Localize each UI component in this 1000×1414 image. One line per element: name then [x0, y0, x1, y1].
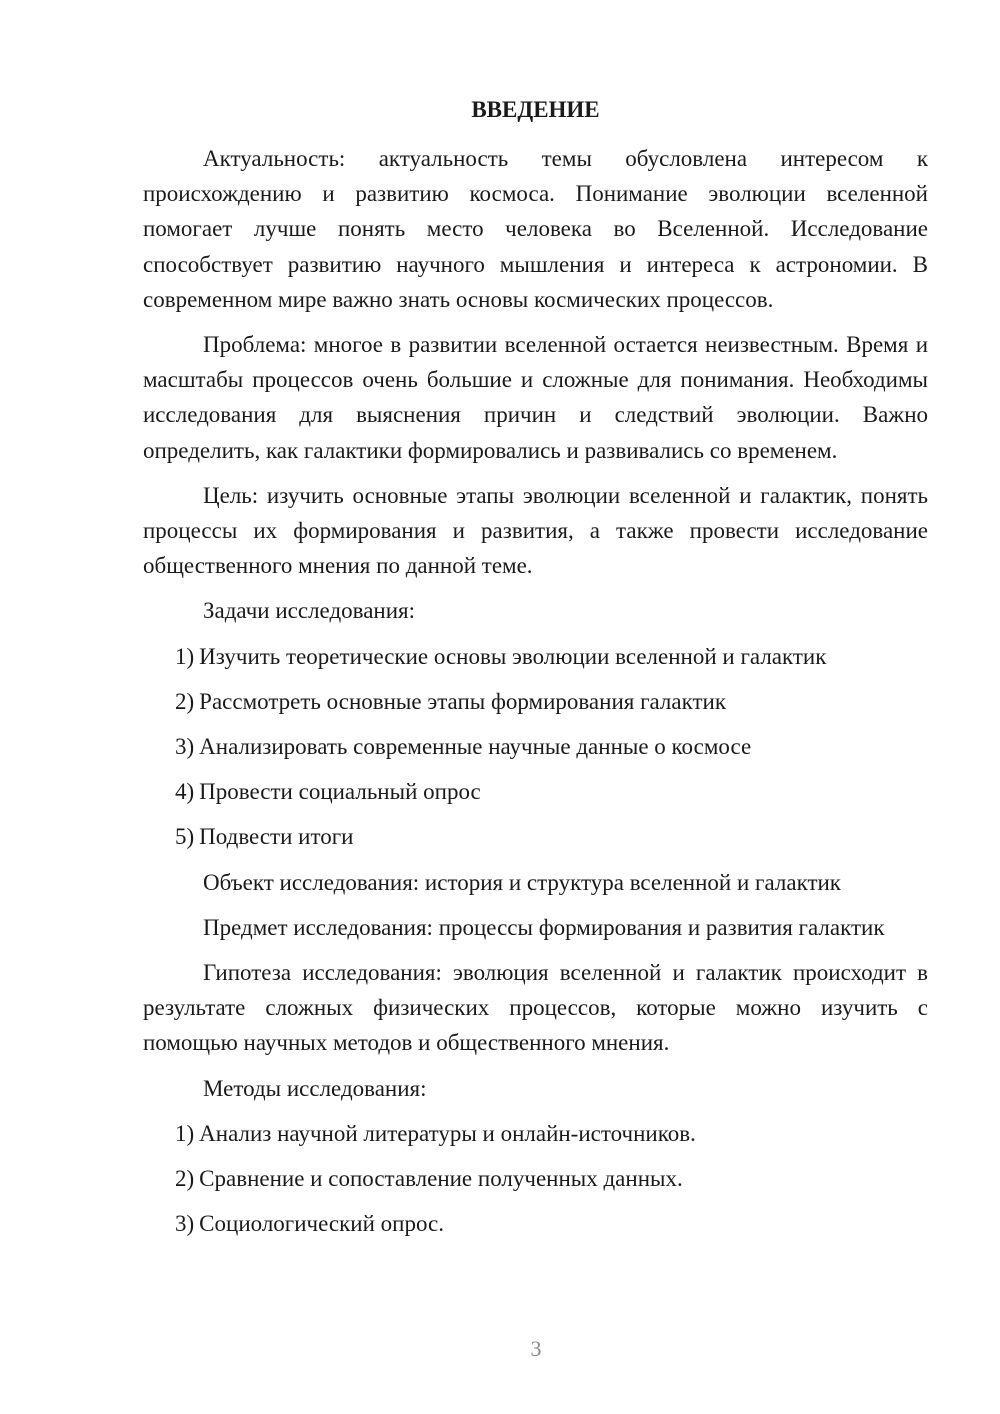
list-item-number: 1): [175, 1120, 195, 1146]
tasks-title: Задачи исследования:: [203, 598, 416, 624]
list-item-text: Рассмотреть основные этапы формирования галактик: [199, 688, 727, 714]
list-item-text: Провести социальный опрос: [199, 779, 481, 805]
document-page: [143, 94, 928, 1251]
list-item-number: 5): [175, 824, 195, 850]
list-item-number: 2): [175, 688, 195, 714]
list-item: [143, 774, 928, 809]
page-number: 3: [530, 1336, 542, 1361]
list-item-text: Анализ научной литературы и онлайн-источников.: [199, 1120, 696, 1146]
list-item-number: 2): [175, 1166, 195, 1192]
list-item-number: 1): [175, 643, 195, 669]
list-item-text: Социологический опрос.: [199, 1211, 444, 1237]
list-item-text: Подвести итоги: [199, 824, 354, 850]
subject-paragraph: Предмет исследования: процессы формирования и развития галактик: [203, 914, 885, 940]
list-item: [143, 684, 928, 719]
list-item: [143, 729, 928, 764]
relevance-paragraph: Актуальность: актуальность темы обусловлена интересом к происхождению и развитию космоса. Понимание эволюции вселенной помогает лучше понять место человека во Вселенной. Исследование способствует развитию научного мышления и интереса к астрономии. В современном мире важно знать основы космических процессов.: [143, 146, 928, 312]
list-item-text: Анализировать современные научные данные о космосе: [199, 734, 752, 760]
tasks-list: [143, 639, 928, 855]
list-item-number: 4): [175, 779, 195, 805]
list-item: [143, 1116, 928, 1151]
list-item: [143, 639, 928, 674]
methods-title: Методы исследования:: [203, 1075, 427, 1101]
list-item-text: Изучить теоретические основы эволюции вселенной и галактик: [199, 643, 827, 669]
hypothesis-paragraph: Гипотеза исследования: эволюция вселенной и галактик происходит в результате сложных физических процессов, которые можно изучить с помощью научных методов и общественного мнения.: [143, 960, 928, 1056]
page-title: ВВЕДЕНИЕ: [471, 97, 600, 122]
goal-paragraph: Цель: изучить основные этапы эволюции вселенной и галактик, понять процессы их формирования и развития, а также провести исследование общественного мнения по данной теме.: [143, 482, 928, 579]
problem-paragraph: Проблема: многое в развитии вселенной остается неизвестным. Время и масштабы процессов очень большие и сложные для понимания. Необходимы исследования для выяснения причин и следствий эволюции. Важно определить, как галактики формировались и развивались со временем.: [143, 332, 928, 463]
list-item: [143, 1206, 928, 1241]
list-item: [143, 1161, 928, 1196]
object-paragraph: Объект исследования: история и структура вселенной и галактик: [203, 869, 841, 895]
list-item-number: 3): [175, 734, 195, 760]
list-item: [143, 819, 928, 854]
list-item-text: Сравнение и сопоставление полученных данных.: [199, 1166, 683, 1192]
list-item-number: 3): [175, 1211, 195, 1237]
methods-list: [143, 1116, 928, 1242]
